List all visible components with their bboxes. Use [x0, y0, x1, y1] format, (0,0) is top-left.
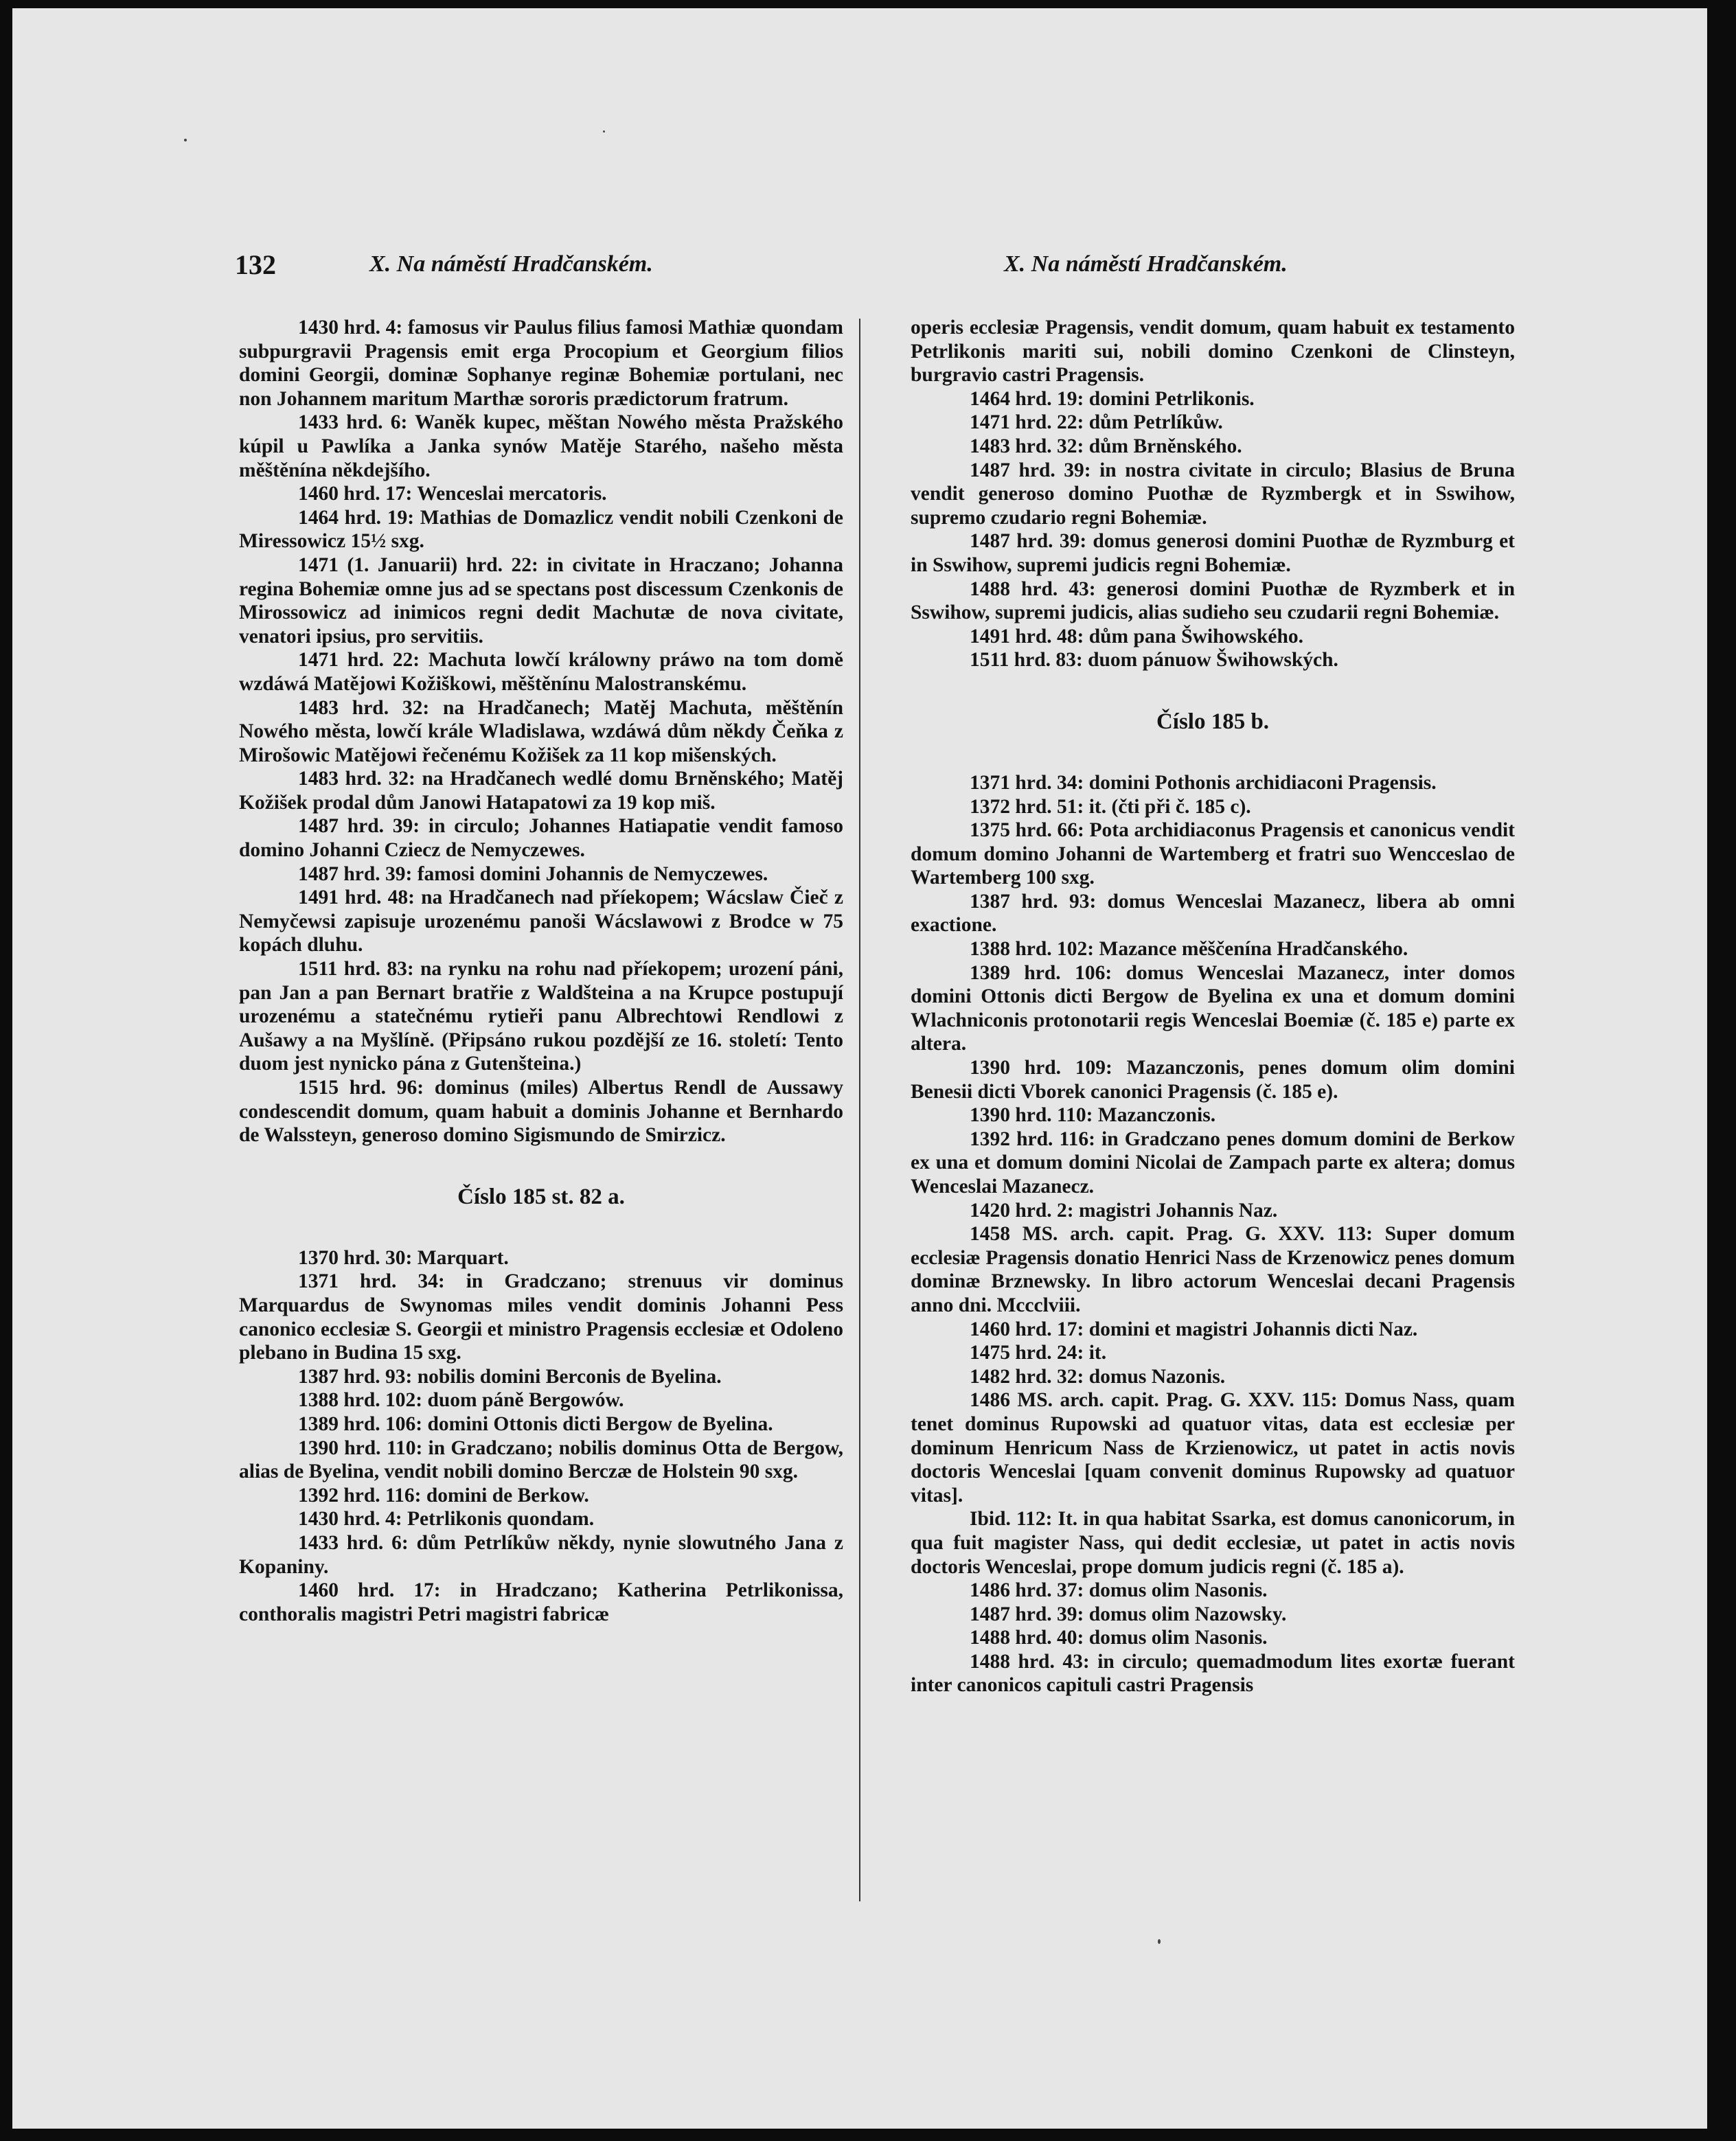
entry: 1430 hrd. 4: Petrlikonis quondam.: [298, 1508, 595, 1531]
entry: 1483 hrd. 32: dům Brněnského.: [970, 435, 1242, 457]
entry: 1390 hrd. 110: Mazanczonis.: [970, 1104, 1216, 1127]
section-heading: Číslo 185 b.: [1156, 709, 1270, 734]
entry: 1430 hrd. 4: famosus vir Paulus filius famosi Mathiæ quondam subpurgravii Pragensis emit erga Procopium et Georgium filios domini Georgii, dominæ Sophanye reginæ Bohemiæ portulani, nec non Johannem maritum Marthæ sororis prædictorum fratrum.: [239, 317, 843, 410]
entry: 1488 hrd. 40: domus olim Nasonis.: [970, 1627, 1268, 1649]
entry: 1487 hrd. 39: in circulo; Johannes Hatiapatie vendit famoso domino Johanni Cziecz de Nemyczewes.: [239, 815, 843, 862]
entry: 1387 hrd. 93: domus Wenceslai Mazanecz, libera ab omni exactione.: [911, 890, 1515, 937]
page-header: [12, 249, 1707, 290]
entry: 1487 hrd. 39: domus generosi domini Puothæ de Ryzmburg et in Sswihow, supremi judicis regni Bohemiæ.: [911, 530, 1515, 576]
entry: 1433 hrd. 6: Waněk kupec, měštan Nowého města Pražského kúpil u Pawlíka a Janka synów Matěje Starého, našeho města měštěnína někdejšího.: [239, 411, 843, 481]
entry: 1511 hrd. 83: duom pánuow Šwihowských.: [970, 649, 1338, 672]
entry: 1486 MS. arch. capit. Prag. G. XXV. 115: Domus Nass, quam tenet dominus Rupowski ad quatuor vitas, data est ecclesiæ per dominum Henricum Nass de Krzienowicz, ut patet in actis novis doctoris Wenceslai [quam convenit dominus Rupowsky ad quatuor vitas].: [911, 1389, 1515, 1507]
page-number: 132: [235, 249, 276, 280]
entry: 1388 hrd. 102: duom páně Bergowów.: [298, 1389, 624, 1412]
entry: 1458 MS. arch. capit. Prag. G. XXV. 113: Super domum ecclesiæ Pragensis donatio Henrici Nass de Krzenowicz penes domum dominæ Brznewsky. In libro actorum Wenceslai decani Pragensis anno dni. Mccclviii.: [911, 1223, 1515, 1316]
ink-speck: [184, 139, 187, 141]
ink-speck: [603, 130, 605, 133]
entry: 1389 hrd. 106: domus Wenceslai Mazanecz, inter domos domini Ottonis dicti Bergow de Byelina ex una et domum domini Wlachniconis protonotarii regis Wenceslai Boemiæ (č. 185 e) parte ex altera.: [911, 961, 1515, 1055]
entry: 1387 hrd. 93: nobilis domini Berconis de Byelina.: [298, 1365, 722, 1388]
book-page: [12, 8, 1707, 2129]
entry: 1483 hrd. 32: na Hradčanech wedlé domu Brněnského; Matěj Kožišek prodal dům Janowi Hatapatowi za 19 kop miš.: [239, 768, 843, 814]
entry-continuation: operis ecclesiæ Pragensis, vendit domum, quam habuit ex testamento Petrlikonis mariti sui, nobili domino Czenkoni de Clinsteyn, burgravio castri Pragensis.: [911, 317, 1515, 387]
column-divider: [859, 319, 860, 1901]
entry: 1488 hrd. 43: generosi domini Puothæ de Ryzmberk et in Sswihow, supremi judicis, alias sudieho seu czudarii regni Bohemiæ.: [911, 577, 1515, 624]
entry: 1491 hrd. 48: na Hradčanech nad příekopem; Wácslaw Čieč z Nemyčewsi zapisuje urozenému panoši Wácslawowi z Brodce w 75 kopách dluhu.: [239, 886, 843, 957]
entry: Ibid. 112: It. in qua habitat Ssarka, est domus canonicorum, in qua fuit magister Nass, qui dedit ecclesiæ, ut patet in actis novis doctoris Wenceslai, prope domum judicis regni (č. 185 a).: [911, 1508, 1515, 1578]
entry: 1471 hrd. 22: Machuta lowčí králowny práwo na tom domě wzdáwá Matějowi Kožiškowi, měštěnínu Malostranskému.: [239, 649, 843, 695]
entry: 1487 hrd. 39: famosi domini Johannis de Nemyczewes.: [298, 862, 768, 885]
entry: 1390 hrd. 110: in Gradczano; nobilis dominus Otta de Bergow, alias de Byelina, vendit nobili domino Berczæ de Holstein 90 sxg.: [239, 1436, 843, 1483]
entry: 1460 hrd. 17: in Hradczano; Katherina Petrlikonissa, conthoralis magistri Petri magistri fabricæ: [239, 1579, 843, 1625]
entry: 1371 hrd. 34: domini Pothonis archidiaconi Pragensis.: [970, 771, 1437, 794]
entry: 1511 hrd. 83: na rynku na rohu nad příekopem; urození páni, pan Jan a pan Bernart bratřie z Waldšteina a na Krupce postupují urozenému a statečnému rytieři panu Albrechtowi Rendlowi z Aušawy a na Myšlíně. (Připsáno rukou pozdější ze 16. století: Tento duom jest nynicko pána z Gutenšteina.): [239, 958, 843, 1075]
entry: 1482 hrd. 32: domus Nazonis.: [970, 1365, 1226, 1388]
entry: 1483 hrd. 32: na Hradčanech; Matěj Machuta, měštěnín Nowého města, lowčí krále Wladislawa, wzdáwá dům někdy Čeňka z Mirošowic Matějowi řečenému Kožišek za 11 kop mišenských.: [239, 696, 843, 766]
entry: 1433 hrd. 6: dům Petrlíkůw někdy, nynie slowutného Jana z Kopaniny.: [239, 1531, 843, 1578]
entry: 1471 (1. Januarii) hrd. 22: in civitate in Hraczano; Johanna regina Bohemiæ omne jus ad se spectans post discessum Czenkonis de Mirossowicz ad inimicos regni dedit Machutæ de nova civitate, venatori ipsius, pro servitiis.: [239, 553, 843, 648]
entry: 1486 hrd. 37: domus olim Nasonis.: [970, 1579, 1268, 1602]
entry: 1375 hrd. 66: Pota archidiaconus Pragensis et canonicus vendit domum domino Johanni de Wartemberg et fratri suo Wencceslao de Wartemberg 100 sxg.: [911, 819, 1515, 889]
entry: 1491 hrd. 48: dům pana Šwihowského.: [970, 625, 1304, 648]
entry: 1471 hrd. 22: dům Petrlíkůw.: [970, 411, 1223, 434]
entry: 1515 hrd. 96: dominus (miles) Albertus Rendl de Aussawy condescendit domum, quam habuit a dominis Johanne et Bernhardo de Walssteyn, generoso domino Sigismundo de Smirzicz.: [239, 1077, 843, 1147]
entry: 1488 hrd. 43: in circulo; quemadmodum lites exortæ fuerant inter canonicos capituli castri Pragensis: [911, 1650, 1515, 1697]
ink-speck: [1158, 1939, 1161, 1944]
section-heading: Číslo 185 st. 82 a.: [457, 1184, 625, 1209]
entry: 1389 hrd. 106: domini Ottonis dicti Bergow de Byelina.: [298, 1412, 773, 1435]
entry: 1464 hrd. 19: Mathias de Domazlicz vendit nobili Czenkoni de Miressowicz 15½ sxg.: [239, 506, 843, 553]
entry: 1388 hrd. 102: Mazance měščenína Hradčanského.: [970, 938, 1408, 961]
entry: 1372 hrd. 51: it. (čti při č. 185 c).: [970, 795, 1251, 818]
entry: 1390 hrd. 109: Mazanczonis, penes domum olim domini Benesii dicti Vborek canonici Pragensis (č. 185 e).: [911, 1057, 1515, 1103]
entry: 1370 hrd. 30: Marquart.: [298, 1246, 509, 1269]
entry: 1420 hrd. 2: magistri Johannis Naz.: [970, 1199, 1278, 1222]
left-column: [239, 316, 843, 1626]
running-title-left: X. Na náměstí Hradčanském.: [369, 251, 653, 277]
entry: 1371 hrd. 34: in Gradczano; strenuus vir dominus Marquardus de Swynomas miles vendit dominis Johanni Pess canonico ecclesiæ S. Georgii et ministro Pragensis ecclesiæ et Odoleno plebano in Budina 15 sxg.: [239, 1270, 843, 1364]
entry: 1487 hrd. 39: domus olim Nazowsky.: [970, 1603, 1287, 1625]
entry: 1392 hrd. 116: domini de Berkow.: [298, 1484, 589, 1507]
entry: 1464 hrd. 19: domini Petrlikonis.: [970, 387, 1255, 410]
entry: 1487 hrd. 39: in nostra civitate in circulo; Blasius de Bruna vendit generoso domino Puothæ de Ryzmbergk et in Sswihow, supremo czudario regni Bohemiæ.: [911, 459, 1515, 529]
running-title-right: X. Na náměstí Hradčanském.: [1004, 251, 1288, 277]
entry: 1460 hrd. 17: Wenceslai mercatoris.: [298, 483, 607, 505]
entry: 1392 hrd. 116: in Gradczano penes domum domini de Berkow ex una et domum domini Nicolai de Zampach parte ex altera; domus Wenceslai Mazanecz.: [911, 1127, 1515, 1198]
entry: 1460 hrd. 17: domini et magistri Johannis dicti Naz.: [970, 1318, 1418, 1340]
entry: 1475 hrd. 24: it.: [970, 1342, 1107, 1364]
right-column: [911, 316, 1515, 1697]
